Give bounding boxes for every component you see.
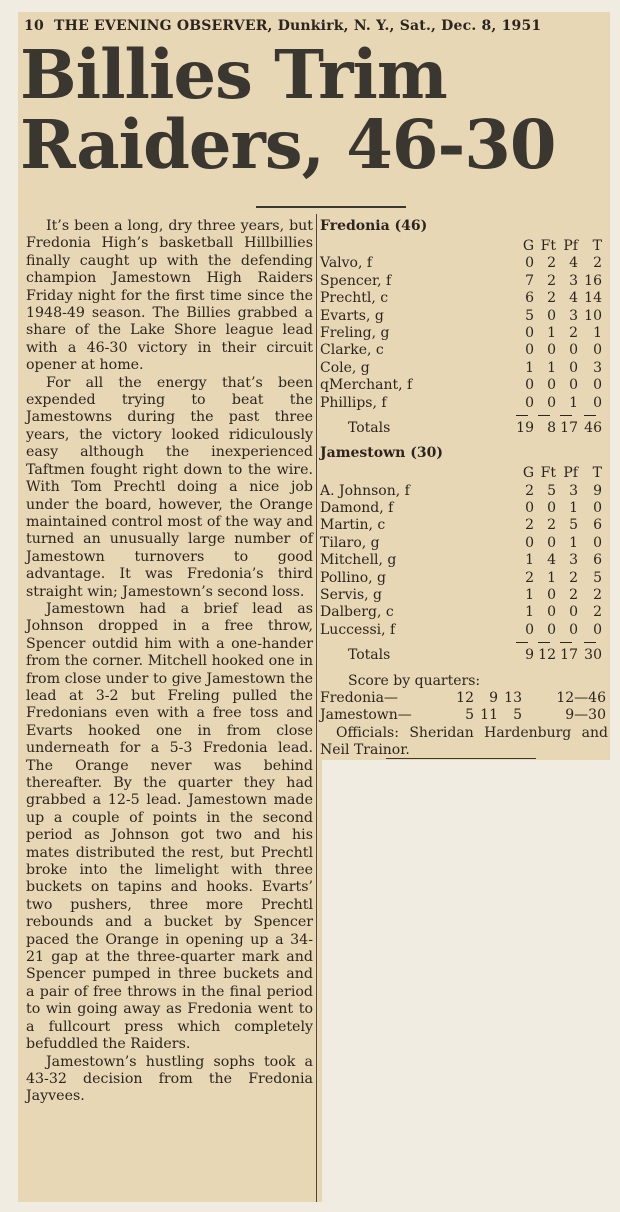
stat-t: 2	[593, 587, 602, 604]
stat-g: 7	[525, 272, 534, 289]
stat-t: 9	[593, 482, 602, 499]
stat-ft: 0	[547, 500, 556, 517]
stat-pf: 1	[569, 500, 578, 517]
totals-rule	[320, 639, 608, 647]
player-name: Mitchell, g	[320, 552, 397, 569]
stat-t: 14	[584, 290, 602, 307]
quarter-team: Fredonia—	[320, 690, 398, 706]
player-row	[320, 570, 608, 587]
player-row	[320, 587, 608, 604]
stat-g: 2	[525, 569, 534, 586]
stat-t: 3	[593, 359, 602, 376]
stat-pf: 5	[569, 517, 578, 534]
column-header: G	[522, 238, 534, 254]
player-name: Martin, c	[320, 517, 386, 534]
total-ft: 8	[547, 419, 556, 436]
headline-line-2: Raiders, 46-30	[20, 105, 556, 184]
player-name: Spencer, f	[320, 272, 392, 289]
player-row	[320, 500, 608, 517]
stat-pf: 0	[569, 359, 578, 376]
stat-ft: 2	[547, 255, 556, 272]
total-pf: 17	[560, 419, 578, 436]
stat-t: 2	[593, 255, 602, 272]
stat-ft: 0	[547, 377, 556, 394]
stat-g: 0	[525, 500, 534, 517]
stat-t: 0	[593, 394, 602, 411]
clipping-edge	[18, 1202, 322, 1212]
stat-ft: 2	[547, 517, 556, 534]
stat-ft: 5	[547, 482, 556, 499]
quarter-score: 5	[465, 707, 474, 724]
officials: Officials: Sheridan Hardenburg and Neil Trainor.	[320, 724, 608, 759]
stat-t: 10	[584, 307, 602, 324]
dateline-place: Dunkirk, N. Y.,	[277, 18, 395, 34]
stat-t: 5	[593, 569, 602, 586]
player-name: Clarke, c	[320, 342, 384, 359]
stat-g: 0	[525, 324, 534, 341]
total-g: 9	[525, 647, 534, 664]
column-header: T	[592, 238, 602, 254]
stat-g: 5	[525, 307, 534, 324]
column-rule	[316, 214, 317, 1202]
column-header: Pf	[563, 465, 578, 482]
totals-row	[320, 647, 608, 664]
player-row	[320, 535, 608, 552]
stat-pf: 0	[569, 604, 578, 621]
stat-t: 1	[593, 324, 602, 341]
player-row	[320, 325, 608, 342]
quarter-score: 13	[504, 690, 522, 706]
stat-ft: 1	[547, 359, 556, 376]
stat-t: 6	[593, 517, 602, 534]
team-fredonia-title: Fredonia (46)	[320, 218, 428, 234]
stat-ft: 1	[547, 324, 556, 341]
stat-g: 2	[525, 517, 534, 534]
totals-rule	[320, 412, 608, 420]
blank-paper-area	[322, 760, 620, 1212]
player-name: Phillips, f	[320, 394, 387, 411]
player-name: Dalberg, c	[320, 604, 394, 621]
page-header	[24, 18, 608, 34]
quarters-table	[320, 690, 608, 725]
stat-t: 0	[593, 377, 602, 394]
stat-t: 0	[593, 534, 602, 551]
stat-t: 0	[593, 342, 602, 359]
stat-pf: 0	[569, 342, 578, 359]
stat-g: 1	[525, 604, 534, 621]
player-name: Evarts, g	[320, 307, 384, 324]
box-score	[320, 218, 608, 760]
player-row	[320, 395, 608, 412]
stat-ft: 0	[547, 394, 556, 411]
quarter-team: Jamestown—	[320, 707, 412, 724]
dateline-date: Sat., Dec. 8, 1951	[399, 18, 542, 34]
column-header: T	[592, 465, 602, 482]
player-row	[320, 273, 608, 290]
stat-ft: 0	[547, 534, 556, 551]
player-name: Freling, g	[320, 324, 390, 341]
stat-pf: 3	[569, 482, 578, 499]
totals-label: Totals	[348, 647, 391, 664]
stat-t: 2	[593, 604, 602, 621]
quarter-score: 9	[489, 690, 498, 706]
player-row	[320, 483, 608, 500]
newspaper-name: THE EVENING OBSERVER,	[54, 18, 273, 34]
stat-g: 0	[525, 394, 534, 411]
headline-rule	[256, 206, 406, 208]
stat-g: 1	[525, 587, 534, 604]
total-t: 46	[584, 419, 602, 436]
stat-g: 0	[525, 255, 534, 272]
quarter-score: 12—46	[556, 690, 606, 706]
stat-ft: 1	[547, 569, 556, 586]
quarter-score: 9—30	[565, 707, 606, 724]
player-name: A. Johnson, f	[320, 482, 410, 499]
player-row	[320, 604, 608, 621]
player-row	[320, 517, 608, 534]
quarter-row	[320, 690, 608, 707]
headline-line-1: Billies Trim	[20, 35, 447, 114]
total-g: 19	[516, 419, 534, 436]
stat-t: 0	[593, 500, 602, 517]
paragraph: Jamestown’s hustling sophs took a 43-32 decision from the Fredonia Jayvees.	[26, 1053, 313, 1105]
player-row	[320, 342, 608, 359]
player-name: Servis, g	[320, 587, 383, 604]
stat-t: 6	[593, 552, 602, 569]
spacer	[320, 437, 608, 445]
player-name: qMerchant, f	[320, 377, 413, 394]
stat-ft: 4	[547, 552, 556, 569]
jamestown-table	[320, 465, 608, 672]
quarter-score: 5	[513, 707, 522, 724]
stat-pf: 2	[569, 324, 578, 341]
stat-g: 1	[525, 552, 534, 569]
stat-g: 6	[525, 290, 534, 307]
stat-g: 0	[525, 377, 534, 394]
team-jamestown-title: Jamestown (30)	[320, 445, 443, 462]
stat-pf: 0	[569, 377, 578, 394]
player-row	[320, 552, 608, 569]
spacer	[320, 665, 608, 673]
stat-g: 0	[525, 534, 534, 551]
player-row	[320, 377, 608, 394]
stat-g: 2	[525, 482, 534, 499]
paragraph: Jamestown had a brief lead as Johnson dropped in a free throw, Spencer outdid him with a one-hander from the corner. Mitchell hooked one in from close under to give Jamestown the lead at 3-2 but Freling pulled the Fredonians even with a free toss and Evarts hooked one in from close underneath for a 5-3 Fredonia lead. The Orange never was behind thereafter. By the quarter they had grabbed a 12-5 lead. Jamestown made up a couple of points in the second period as Johnson got two and his mates distributed the rest, but Prechtl broke into the limelight with three buckets on tapins and hooks. Evarts’ two pushers, three more Prechtl rebounds and a bucket by Spencer paced the Orange in opening up a 34-21 gap at the three-quarter mark and Spencer pumped in three buckets and a pair of free throws in the final period to win going away as Fredonia went to a fullcourt press which completely befuddled the Raiders.	[26, 600, 313, 1053]
player-row	[320, 308, 608, 325]
stat-ft: 0	[547, 621, 556, 638]
totals-row	[320, 420, 608, 437]
stat-ft: 2	[547, 290, 556, 307]
end-rule	[386, 758, 536, 759]
stat-ft: 0	[547, 307, 556, 324]
paragraph: It’s been a long, dry three years, but Fredonia High’s basketball Hillbillies finally caught up with the defending champion Jamestown High Raiders Friday night for the first time since the 1948-49 season. The Billies grabbed a share of the Lake Shore league lead with a 46-30 victory in their circuit opener at home.	[26, 218, 313, 374]
total-t: 30	[584, 647, 602, 664]
quarter-score: 12	[456, 690, 474, 706]
stat-g: 0	[525, 342, 534, 359]
quarter-row	[320, 707, 608, 724]
stat-pf: 3	[569, 307, 578, 324]
stat-pf: 1	[569, 534, 578, 551]
stat-pf: 2	[569, 587, 578, 604]
column-header: Ft	[540, 465, 556, 482]
column-header: G	[522, 465, 534, 482]
player-name: Prechtl, c	[320, 290, 389, 307]
stat-ft: 0	[547, 587, 556, 604]
stat-pf: 3	[569, 552, 578, 569]
stat-t: 16	[584, 272, 602, 289]
stat-g: 1	[525, 359, 534, 376]
player-name: Luccessi, f	[320, 621, 396, 638]
headline	[20, 35, 600, 184]
stat-ft: 0	[547, 342, 556, 359]
stat-t: 0	[593, 621, 602, 638]
article-body	[26, 218, 313, 1106]
stat-ft: 2	[547, 272, 556, 289]
page-number: 10	[24, 18, 44, 34]
column-header: Ft	[540, 238, 556, 254]
player-name: Pollino, g	[320, 569, 387, 586]
column-header-row	[320, 238, 608, 255]
player-row	[320, 622, 608, 639]
column-header-row	[320, 465, 608, 482]
stat-g: 0	[525, 621, 534, 638]
player-row	[320, 290, 608, 307]
stat-pf: 0	[569, 621, 578, 638]
player-name: Valvo, f	[320, 255, 373, 272]
total-ft: 12	[538, 647, 556, 664]
player-name: Cole, g	[320, 359, 370, 376]
total-pf: 17	[560, 647, 578, 664]
player-row	[320, 255, 608, 272]
column-header: Pf	[563, 238, 578, 254]
stat-pf: 1	[569, 394, 578, 411]
stat-pf: 4	[569, 255, 578, 272]
player-name: Damond, f	[320, 500, 394, 517]
stat-pf: 3	[569, 272, 578, 289]
quarters-label: Score by quarters:	[348, 672, 481, 689]
player-row	[320, 360, 608, 377]
stat-pf: 4	[569, 290, 578, 307]
fredonia-table	[320, 238, 608, 445]
stat-ft: 0	[547, 604, 556, 621]
stat-pf: 2	[569, 569, 578, 586]
totals-label: Totals	[348, 419, 391, 436]
quarter-score: 11	[480, 707, 498, 724]
player-name: Tilaro, g	[320, 534, 380, 551]
paragraph: For all the energy that’s been expended trying to beat the Jamestowns during the past three years, the victory looked ridiculously easy although the inexperienced Taftmen fought right down to the wire. With Tom Prechtl doing a nice job under the board, however, the Orange maintained control most of the way and turned an unusually large number of Jamestown turnovers to good advantage. It was Fredonia’s third straight win; Jamestown’s second loss.	[26, 374, 313, 600]
